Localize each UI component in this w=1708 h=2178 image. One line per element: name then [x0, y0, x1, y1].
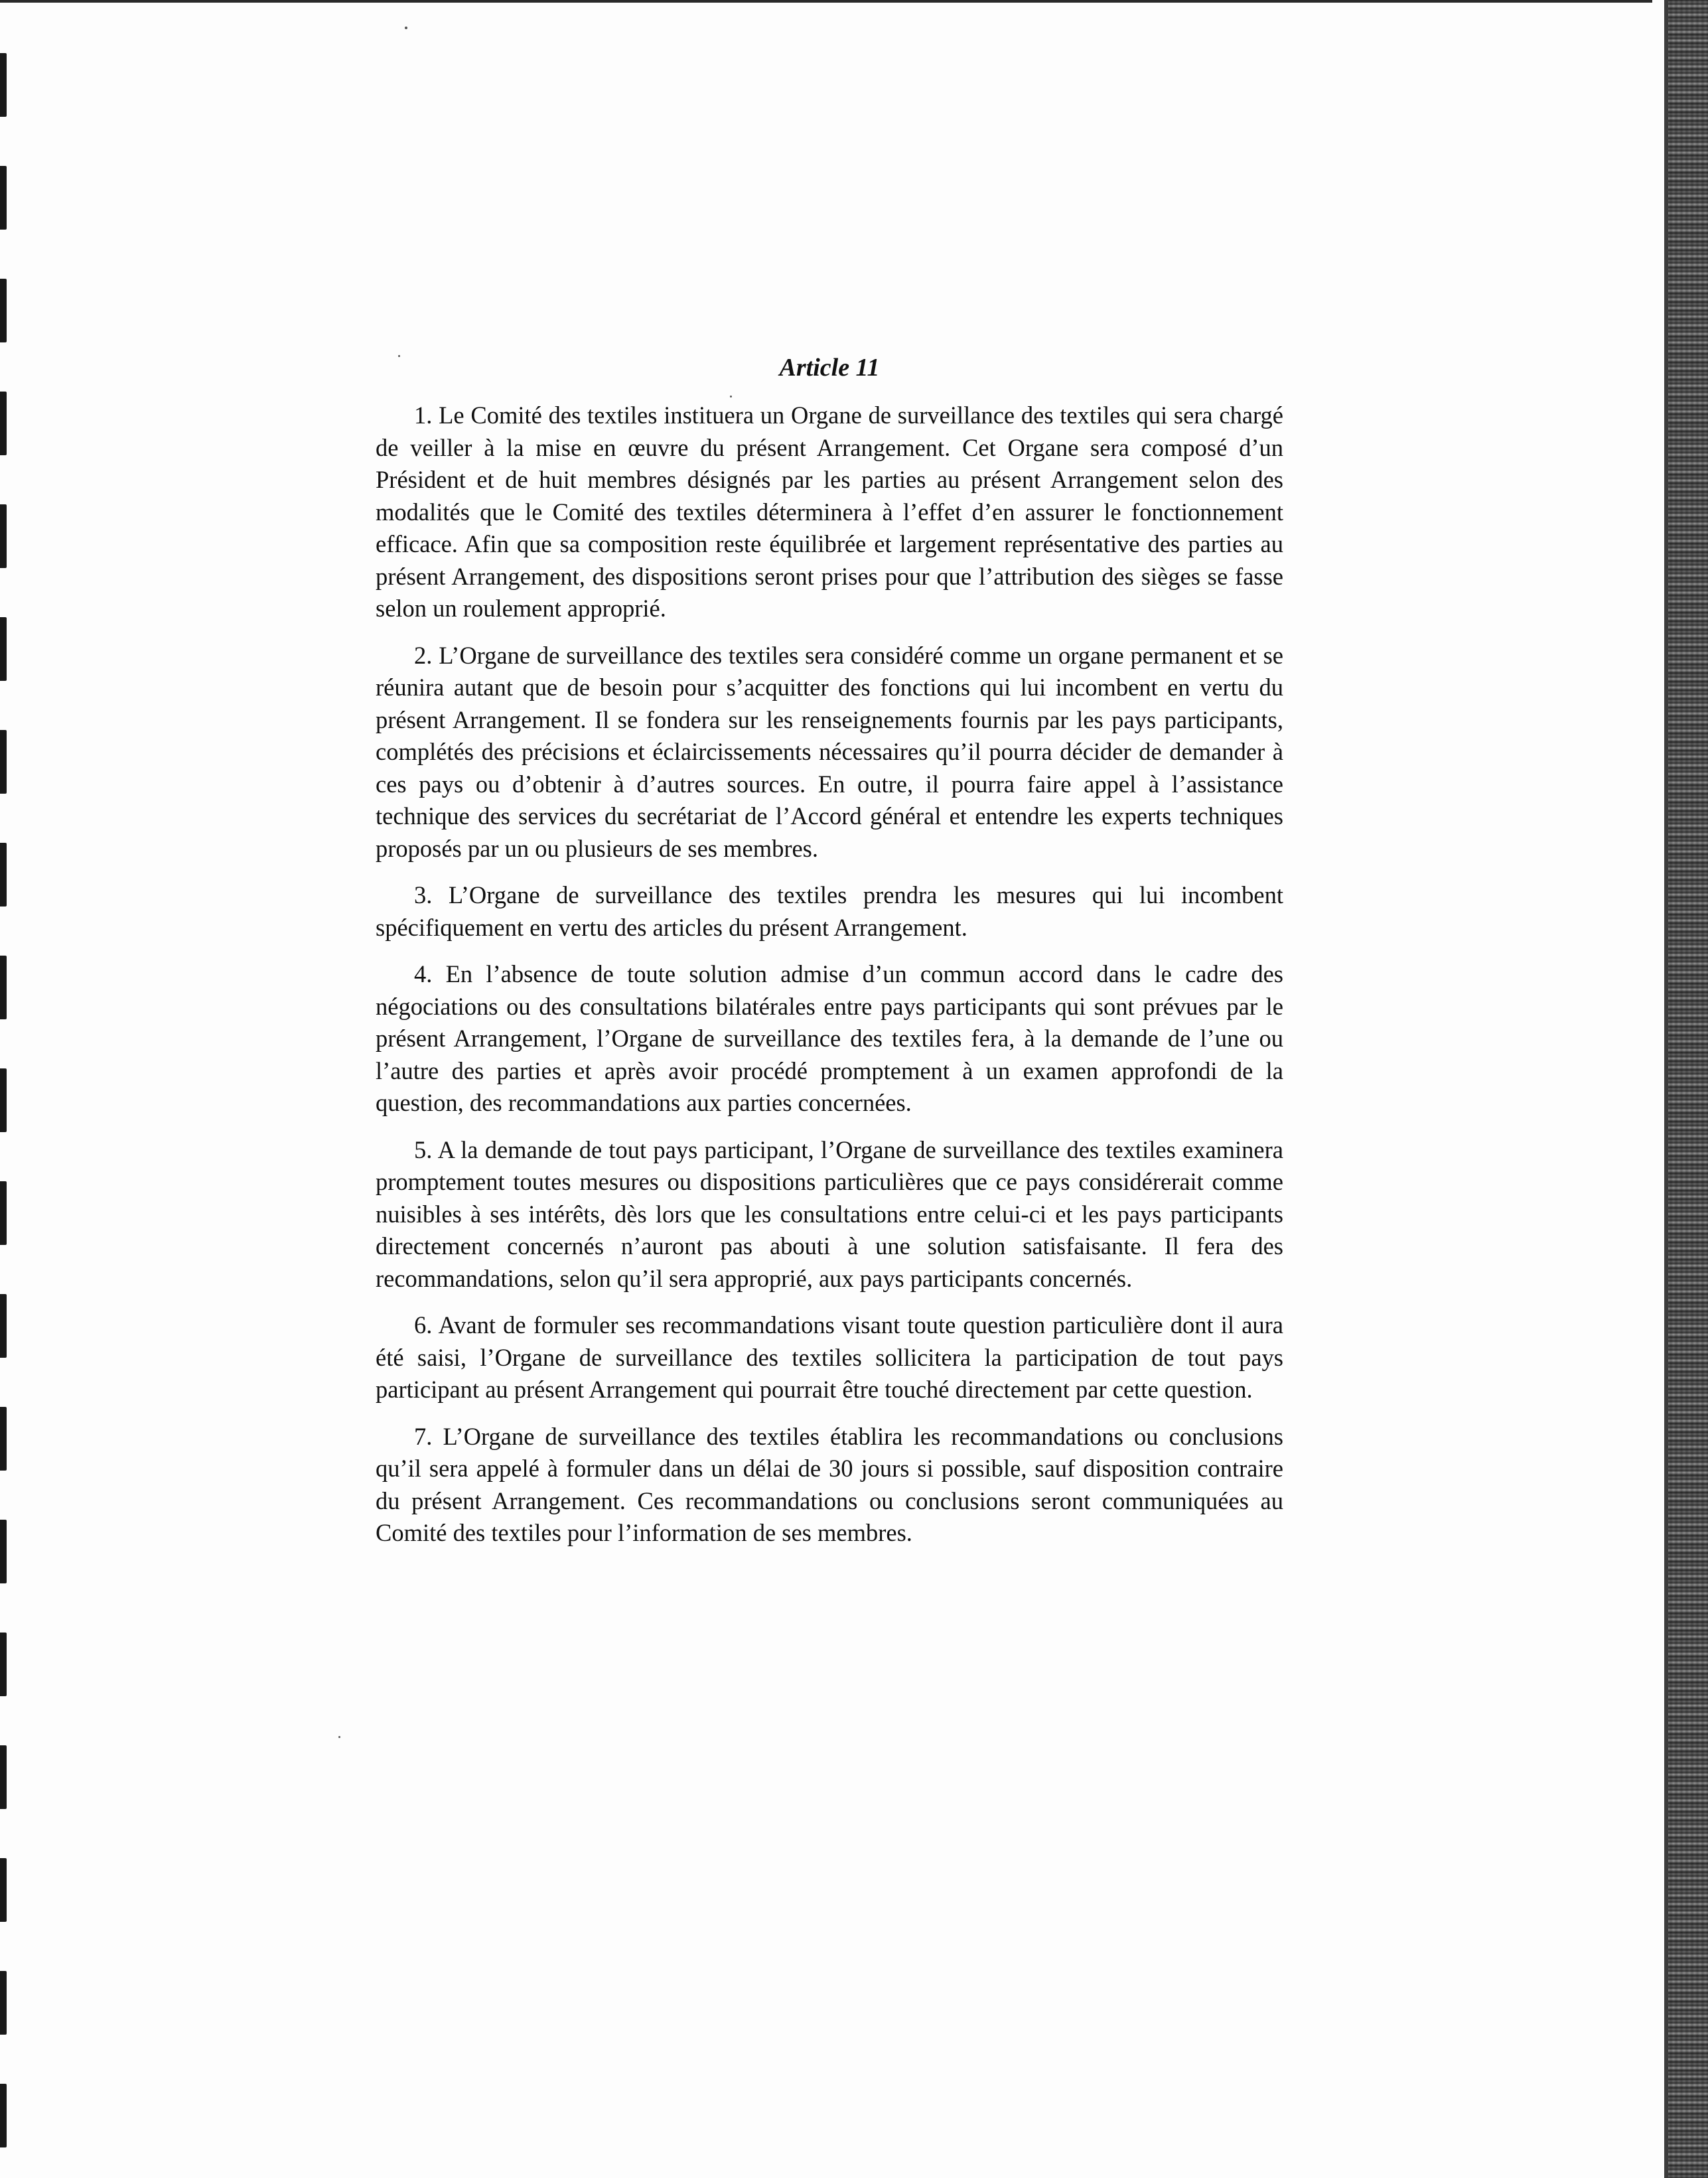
scan-speck	[405, 27, 407, 29]
binding-mark	[0, 1181, 7, 1245]
binding-mark	[0, 53, 7, 117]
binding-mark	[0, 617, 7, 681]
paragraph-6: 6. Avant de formuler ses recommandations visant toute question particulière dont il aura été saisi, l’Organe de surveillance des textiles sollicitera la participation de tout pays participant au présent Arrangement qui pourrait être touché directement par cette question.	[376, 1311, 1283, 1403]
binding-mark	[0, 166, 7, 230]
binding-mark	[0, 2084, 7, 2147]
paragraph-2: 2. L’Organe de surveillance des textiles sera considéré comme un organe permanent et se réunira autant que de besoin pour s’acquitter des fonctions qui lui incombent en vertu du présent Arrangement. Il se fondera sur les renseignements fournis par les pays participants, complétés des précisions et éclaircissements nécessaires qu’il pourra décider de demander à ces pays ou d’obtenir à d’autres sources. En outre, il pourra faire appel à l’assistance technique des services du secrétariat de l’Accord général et entendre les experts techniques proposés par un ou plusieurs de ses membres.	[376, 641, 1283, 862]
binding-mark	[0, 1407, 7, 1471]
paragraph-1: 1. Le Comité des textiles instituera un Organe de surveillance des textiles qui sera chargé de veiller à la mise en œuvre du présent Arrangement. Cet Organe sera composé d’un Président et de huit membres désignés par les parties au présent Arrangement selon des modalités que le Comité des textiles déterminera à l’effet d’en assurer le fonctionnement efficace. Afin que sa composition reste équilibrée et largement représentative des parties au présent Arrangement, des dispositions seront prises pour que l’attribution des sièges se fasse selon un roulement approprié.	[376, 401, 1283, 622]
binding-mark	[0, 1294, 7, 1358]
binding-mark	[0, 1858, 7, 1922]
paragraph-3: 3. L’Organe de surveillance des textiles prendra les mesures qui lui incombent spécifiquement en vertu des articles du présent Arrangement.	[376, 881, 1283, 941]
binding-mark	[0, 1068, 7, 1132]
binding-mark	[0, 956, 7, 1019]
scan-top-rule	[0, 0, 1652, 3]
binding-mark	[0, 730, 7, 794]
binding-mark	[0, 279, 7, 342]
scan-speck	[338, 1736, 340, 1738]
paragraph-5: 5. A la demande de tout pays participant, l’Organe de surveillance des textiles examinera promptement toutes mesures ou dispositions particulières que ce pays considérerait comme nuisibles à ses intérêts, dès lors que les consultations entre celui-ci et les pays participants directement concernés n’auront pas abouti à une solution satisfaisante. Il fera des recommandations, selon qu’il sera approprié, aux pays participants concernés.	[376, 1135, 1283, 1292]
binding-mark	[0, 1633, 7, 1696]
binding-mark	[0, 1745, 7, 1809]
document-body	[376, 352, 1283, 1564]
binding-marks	[0, 0, 13, 2178]
binding-mark	[0, 1520, 7, 1583]
binding-mark	[0, 843, 7, 907]
binding-mark	[0, 1971, 7, 2035]
paragraph-4: 4. En l’absence de toute solution admise d’un commun accord dans le cadre des négociations ou des consultations bilatérales entre pays participants qui sont prévues par le présent Arrangement, l’Organe de surveillance des textiles fera, à la demande de l’une ou l’autre des parties et après avoir procédé promptement à un examen approfondi de la question, des recommandations aux parties concernées.	[376, 960, 1283, 1116]
scan-right-edge	[1668, 0, 1708, 2178]
paragraph-7: 7. L’Organe de surveillance des textiles établira les recommandations ou conclusions qu’il sera appelé à formuler dans un délai de 30 jours si possible, sauf disposition contraire du présent Arrangement. Ces recommandations ou conclusions seront communiquées au Comité des textiles pour l’information de ses membres.	[376, 1422, 1283, 1546]
binding-mark	[0, 392, 7, 455]
article-title: Article 11	[779, 354, 880, 382]
binding-mark	[0, 504, 7, 568]
